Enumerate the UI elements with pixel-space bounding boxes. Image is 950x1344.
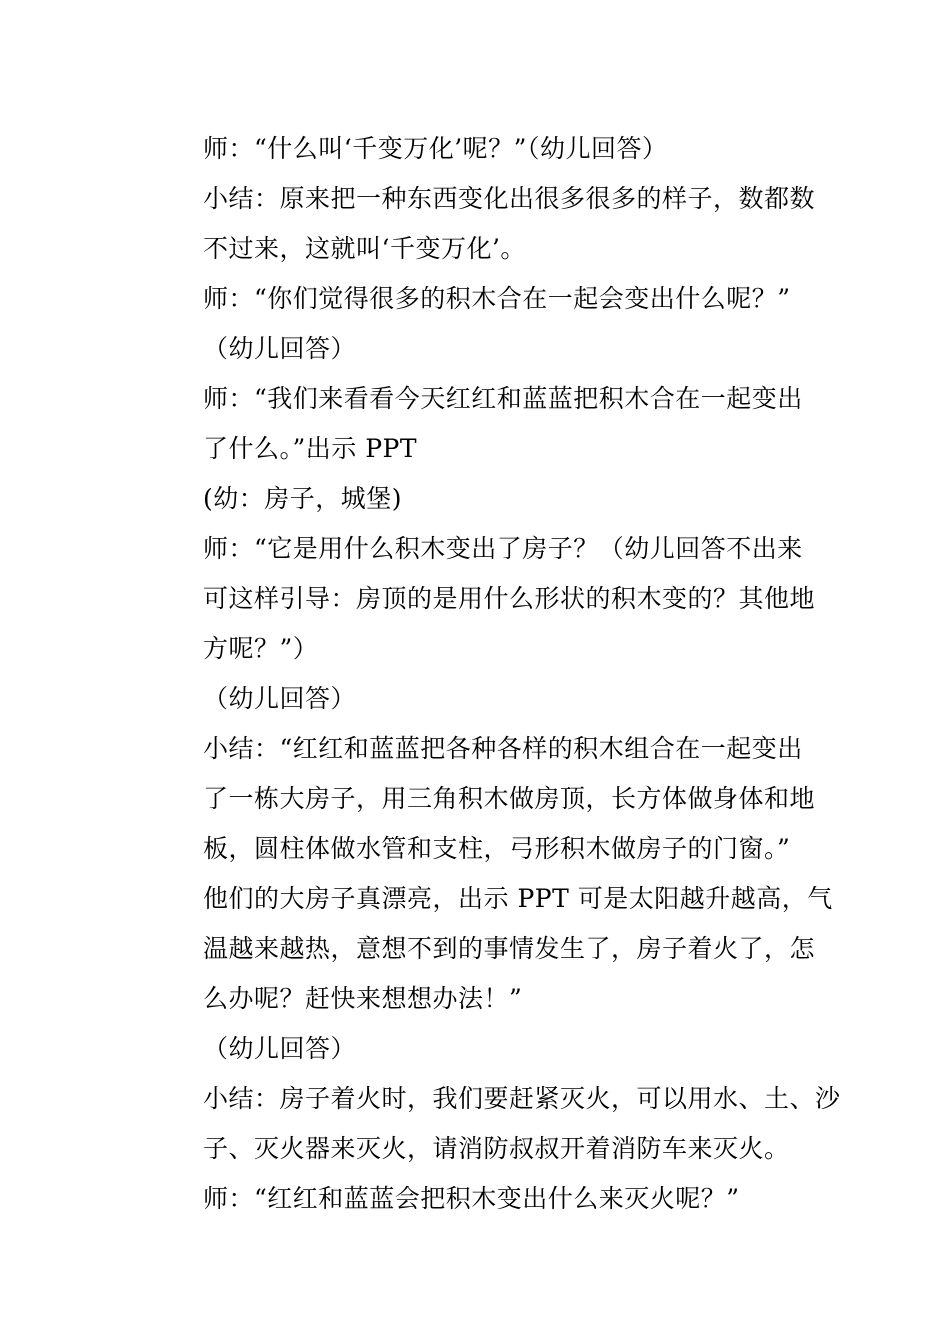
text-line: 不过来，这就叫‘千变万化’。 bbox=[203, 234, 526, 263]
text-line: 师：“我们来看看今天红红和蓝蓝把积木合在一起变出 bbox=[203, 384, 803, 413]
text-line: （幼儿回答） bbox=[203, 684, 357, 713]
text-line: 了什么。”出示 PPT bbox=[203, 434, 418, 463]
text-line: 方呢？”） bbox=[203, 634, 319, 663]
text-line: 师：“它是用什么积木变出了房子？（幼儿回答不出来 bbox=[203, 534, 803, 563]
text-line: 师：“你们觉得很多的积木合在一起会变出什么呢？” bbox=[203, 284, 791, 313]
text-line: 温越来越热，意想不到的事情发生了，房子着火了，怎 bbox=[203, 934, 816, 963]
text-line: （幼儿回答） bbox=[203, 1034, 357, 1063]
text-line: 了一栋大房子，用三角积木做房顶，长方体做身体和地 bbox=[203, 784, 816, 813]
text-line: (幼：房子，城堡) bbox=[203, 484, 403, 513]
text-line: 么办呢？赶快来想想办法！” bbox=[203, 984, 523, 1013]
text-line: 小结：房子着火时，我们要赶紧灭火，可以用水、土、沙 bbox=[203, 1084, 841, 1113]
text-line: 小结：原来把一种东西变化出很多很多的样子，数都数 bbox=[203, 184, 816, 213]
text-line: 小结：“红红和蓝蓝把各种各样的积木组合在一起变出 bbox=[203, 734, 803, 763]
text-line: 师：“红红和蓝蓝会把积木变出什么来灭火呢？” bbox=[203, 1184, 740, 1213]
text-line: 他们的大房子真漂亮，出示 PPT 可是太阳越升越高，气 bbox=[203, 884, 833, 913]
text-line: 可这样引导：房顶的是用什么形状的积木变的？其他地 bbox=[203, 584, 816, 613]
text-line: （幼儿回答） bbox=[203, 334, 357, 363]
text-line: 板，圆柱体做水管和支柱，弓形积木做房子的门窗。” bbox=[203, 834, 791, 863]
text-line: 师：“什么叫‘千变万化’呢？”（幼儿回答） bbox=[203, 134, 668, 163]
document-body bbox=[203, 124, 841, 1224]
text-line: 子、灭火器来灭火，请消防叔叔开着消防车来灭火。 bbox=[203, 1134, 790, 1163]
